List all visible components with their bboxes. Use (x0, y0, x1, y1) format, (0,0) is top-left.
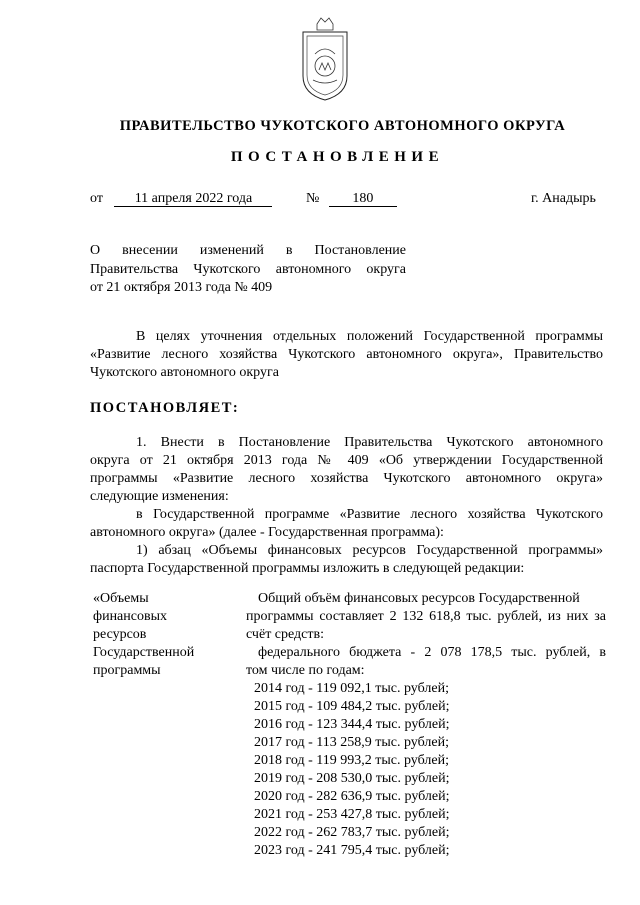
funding-label-line: финансовых (93, 609, 167, 624)
year-item: 2017 год - 113 258,9 тыс. рублей; (254, 735, 449, 750)
funding-line-1: Общий объём финансовых ресурсов Государственной (258, 591, 580, 606)
year-item: 2015 год - 109 484,2 тыс. рублей; (254, 699, 450, 714)
item1-line-3: программы «Развитие лесного хозяйства Чукотского автономного округа» (90, 471, 603, 486)
year-item: 2016 год - 123 344,4 тыс. рублей; (254, 717, 450, 732)
from-label: от (90, 191, 103, 206)
funding-line-3: счёт средств: (246, 627, 325, 642)
year-item: 2018 год - 119 993,2 тыс. рублей; (254, 753, 449, 768)
number-field: 180 (329, 191, 397, 207)
city: г. Анадырь (531, 191, 596, 206)
funding-label-cell (93, 590, 223, 680)
funding-line-2: программы составляет 2 132 618,8 тыс. рублей, из них за (246, 609, 606, 624)
funding-value-cell (246, 590, 606, 860)
year-item: 2019 год - 208 530,0 тыс. рублей; (254, 771, 450, 786)
funding-label-line: ресурсов (93, 627, 147, 642)
item-1 (90, 434, 603, 578)
subject-line-3: от 21 октября 2013 года № 409 (90, 280, 273, 295)
item1-line-8: паспорта Государственной программы изложить в следующей редакции: (90, 561, 525, 576)
item1-line-1: 1. Внести в Постановление Правительства Чукотского автономного (136, 435, 603, 450)
item1-line-5: в Государственной программе «Развитие лесного хозяйства Чукотского (136, 507, 603, 522)
date-field: 11 апреля 2022 года (114, 191, 272, 207)
item1-line-6: автономного округа» (далее - Государственная программа): (90, 525, 444, 540)
number-row (306, 191, 397, 211)
government-title: ПРАВИТЕЛЬСТВО ЧУКОТСКОГО АВТОНОМНОГО ОКРУГА (119, 118, 566, 134)
year-item: 2023 год - 241 795,4 тыс. рублей; (254, 843, 450, 858)
year-item: 2014 год - 119 092,1 тыс. рублей; (254, 681, 449, 696)
preamble-line-3: Чукотского автономного округа (90, 365, 279, 380)
funding-line-4: федерального бюджета - 2 078 178,5 тыс. рублей, в (258, 645, 606, 660)
date-row (90, 191, 272, 211)
coat-of-arms-emblem (299, 14, 351, 102)
item1-line-2: округа от 21 октября 2013 года № 409 «Об утверждении Государственной (90, 453, 603, 468)
funding-label-line: программы (93, 663, 161, 678)
funding-label-line: «Объемы (93, 591, 149, 606)
preamble (90, 328, 603, 382)
item1-line-7: 1) абзац «Объемы финансовых ресурсов Государственной программы» (136, 543, 603, 558)
item1-line-4: следующие изменения: (90, 489, 229, 504)
preamble-line-2: «Развитие лесного хозяйства Чукотского автономного округа», Правительство (90, 347, 603, 362)
year-item: 2021 год - 253 427,8 тыс. рублей; (254, 807, 450, 822)
decree-heading: ПОСТАНОВЛЯЕТ: (90, 400, 240, 416)
subject-line-2: Правительства Чукотского автономного округа (90, 261, 406, 277)
year-item: 2020 год - 282 636,9 тыс. рублей; (254, 789, 450, 804)
document-subject (90, 242, 406, 298)
funding-label-line: Государственной (93, 645, 195, 660)
document-type: ПОСТАНОВЛЕНИЕ (230, 149, 445, 165)
funding-line-5: том числе по годам: (246, 663, 365, 678)
subject-line-1: О внесении изменений в Постановление (90, 243, 406, 258)
preamble-line-1: В целях уточнения отдельных положений Государственной программы (136, 329, 603, 344)
year-item: 2022 год - 262 783,7 тыс. рублей; (254, 825, 450, 840)
number-label: № (306, 191, 320, 206)
yearly-funding-list (254, 680, 606, 860)
